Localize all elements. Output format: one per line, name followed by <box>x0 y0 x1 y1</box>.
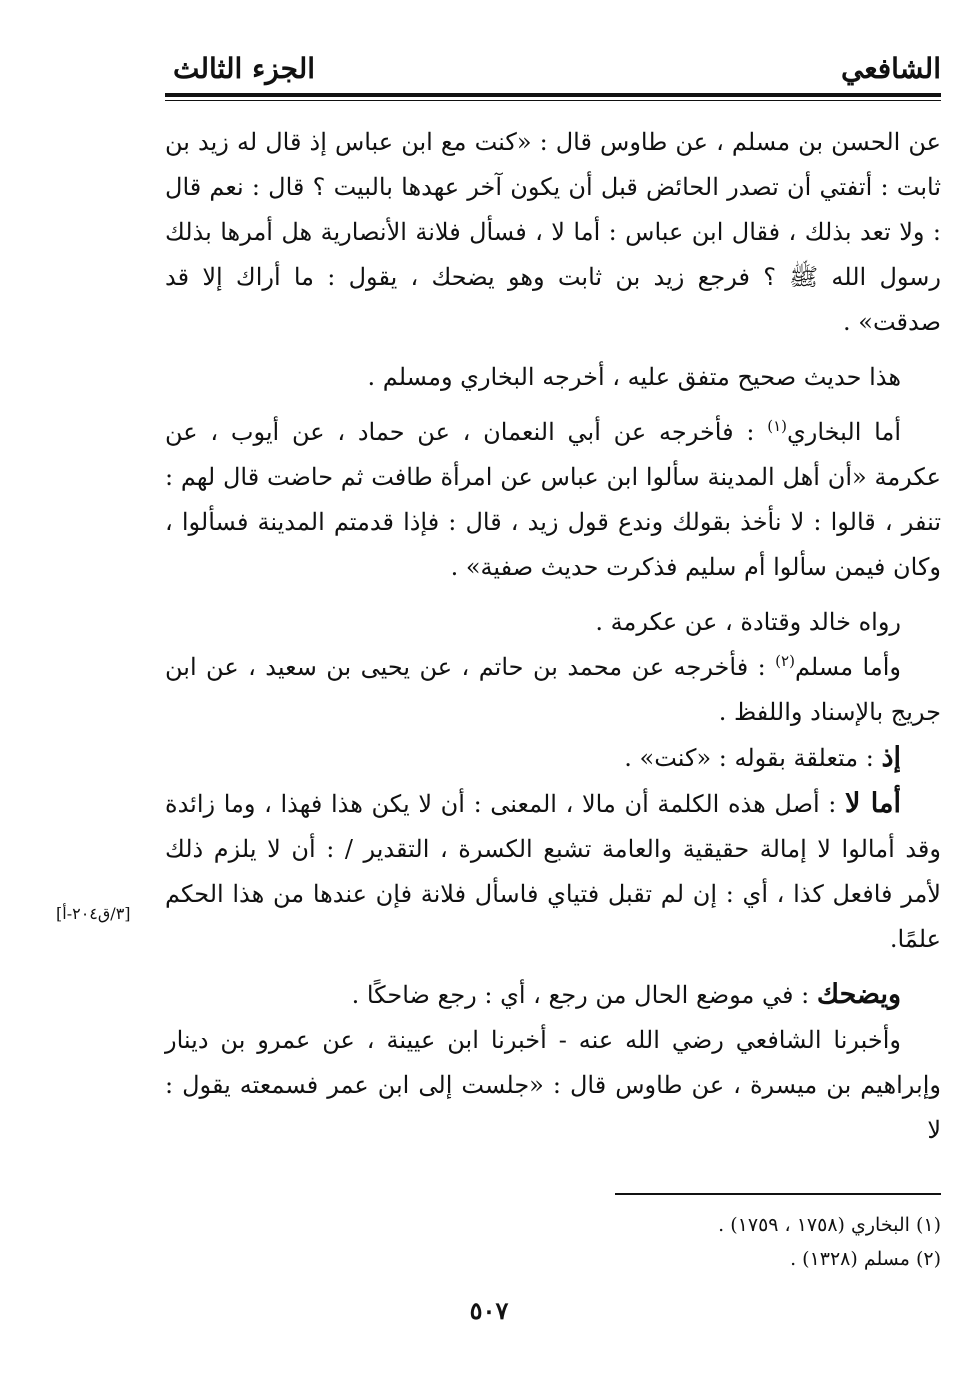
book-title: الشافعي <box>840 52 941 85</box>
running-head <box>165 52 941 96</box>
manuscript-folio-note: [٣/ق٢٠٤-أ] <box>56 904 131 923</box>
gloss-term: ويضحك <box>816 979 901 1010</box>
paragraph: رواه خالد وقتادة ، عن عكرمة . <box>595 608 901 636</box>
paragraph-lead: وأما مسلم <box>794 653 901 681</box>
footnote-ref: (١) <box>767 417 787 435</box>
footnotes <box>165 1208 941 1276</box>
paragraph-text: : فأخرجه عن محمد بن حاتم ، عن يحيى بن سعيد ، عن ابن جريج بالإسناد واللفظ . <box>165 653 941 726</box>
gloss-text: : في موضع الحال من رجع ، أي : رجع ضاحكًا . <box>351 981 817 1009</box>
header-rule-thin <box>165 100 941 101</box>
footnote-ref: (٢) <box>775 652 795 670</box>
footnote-separator <box>615 1193 941 1195</box>
footnote: (١) البخاري (١٧٥٨ ، ١٧٥٩) . <box>718 1214 941 1236</box>
gloss-term: أما لا <box>845 788 901 819</box>
main-text <box>165 120 941 1153</box>
paragraph: عن الحسن بن مسلم ، عن طاوس قال : «كنت مع ابن عباس إذ قال له زيد بن ثابت : أتفتي أن تصدر الحائض قبل أن يكون آخر عهدها بالبيت ؟ قال : نعم قال : ولا تعد بذلك ، فقال ابن عباس : أما لا ، فسأل فلانة الأنصارية هل أمرها بذلك رسول الله ﷺ ؟ فرجع زيد بن ثابت وهو يضحك ، يقول : ما أراك إلا قد صدقت» . <box>165 128 942 336</box>
paragraph <box>165 645 941 735</box>
paragraph: وأخبرنا الشافعي رضي الله عنه - أخبرنا ابن عيينة ، عن عمرو بن دينار وإبراهيم بن ميسرة ، عن طاوس قال : «جلست إلى ابن عمر فسمعته يقول : لا <box>165 1026 941 1144</box>
paragraph <box>165 735 941 781</box>
footnote: (٢) مسلم (١٣٢٨) . <box>790 1248 941 1270</box>
gloss-text: : متعلقة بقوله : «كنت» . <box>624 744 882 772</box>
paragraph-lead: أما البخاري <box>786 418 901 446</box>
paragraph <box>165 781 941 962</box>
gloss-term: إذ <box>881 742 901 773</box>
page-number: ٥٠٧ <box>469 1296 509 1325</box>
paragraph: هذا حديث صحيح متفق عليه ، أخرجه البخاري ومسلم . <box>367 363 901 391</box>
gloss-text: : أصل هذه الكلمة أن مالا ، المعنى : أن لا يكن هذا فهذا ، وما زائدة وقد أمالوا لا إمالة حقيقية والعامة تشبع الكسرة ، التقدير / : أن لا يلزم ذلك لأمر فافعل كذا ، أي : إن لم تقبل فتياي فاسأل فلانة فإن عندها من هذا الحكم علمًا. <box>165 790 941 953</box>
volume-label: الجزء الثالث <box>173 52 316 85</box>
paragraph <box>165 410 941 590</box>
paragraph <box>165 972 941 1018</box>
header-rule-thick <box>165 93 941 97</box>
paragraph-text: : فأخرجه عن أبي النعمان ، عن حماد ، عن أيوب ، عن عكرمة «أن أهل المدينة سألوا ابن عباس عن امرأة طافت ثم حاضت قال لهم : تنفر ، قالوا : لا نأخذ بقولك وندع قول زيد ، قال : فإذا قدمتم المدينة فسألوا ، وكان فيمن سألوا أم سليم فذكرت حديث صفية» . <box>165 418 941 581</box>
